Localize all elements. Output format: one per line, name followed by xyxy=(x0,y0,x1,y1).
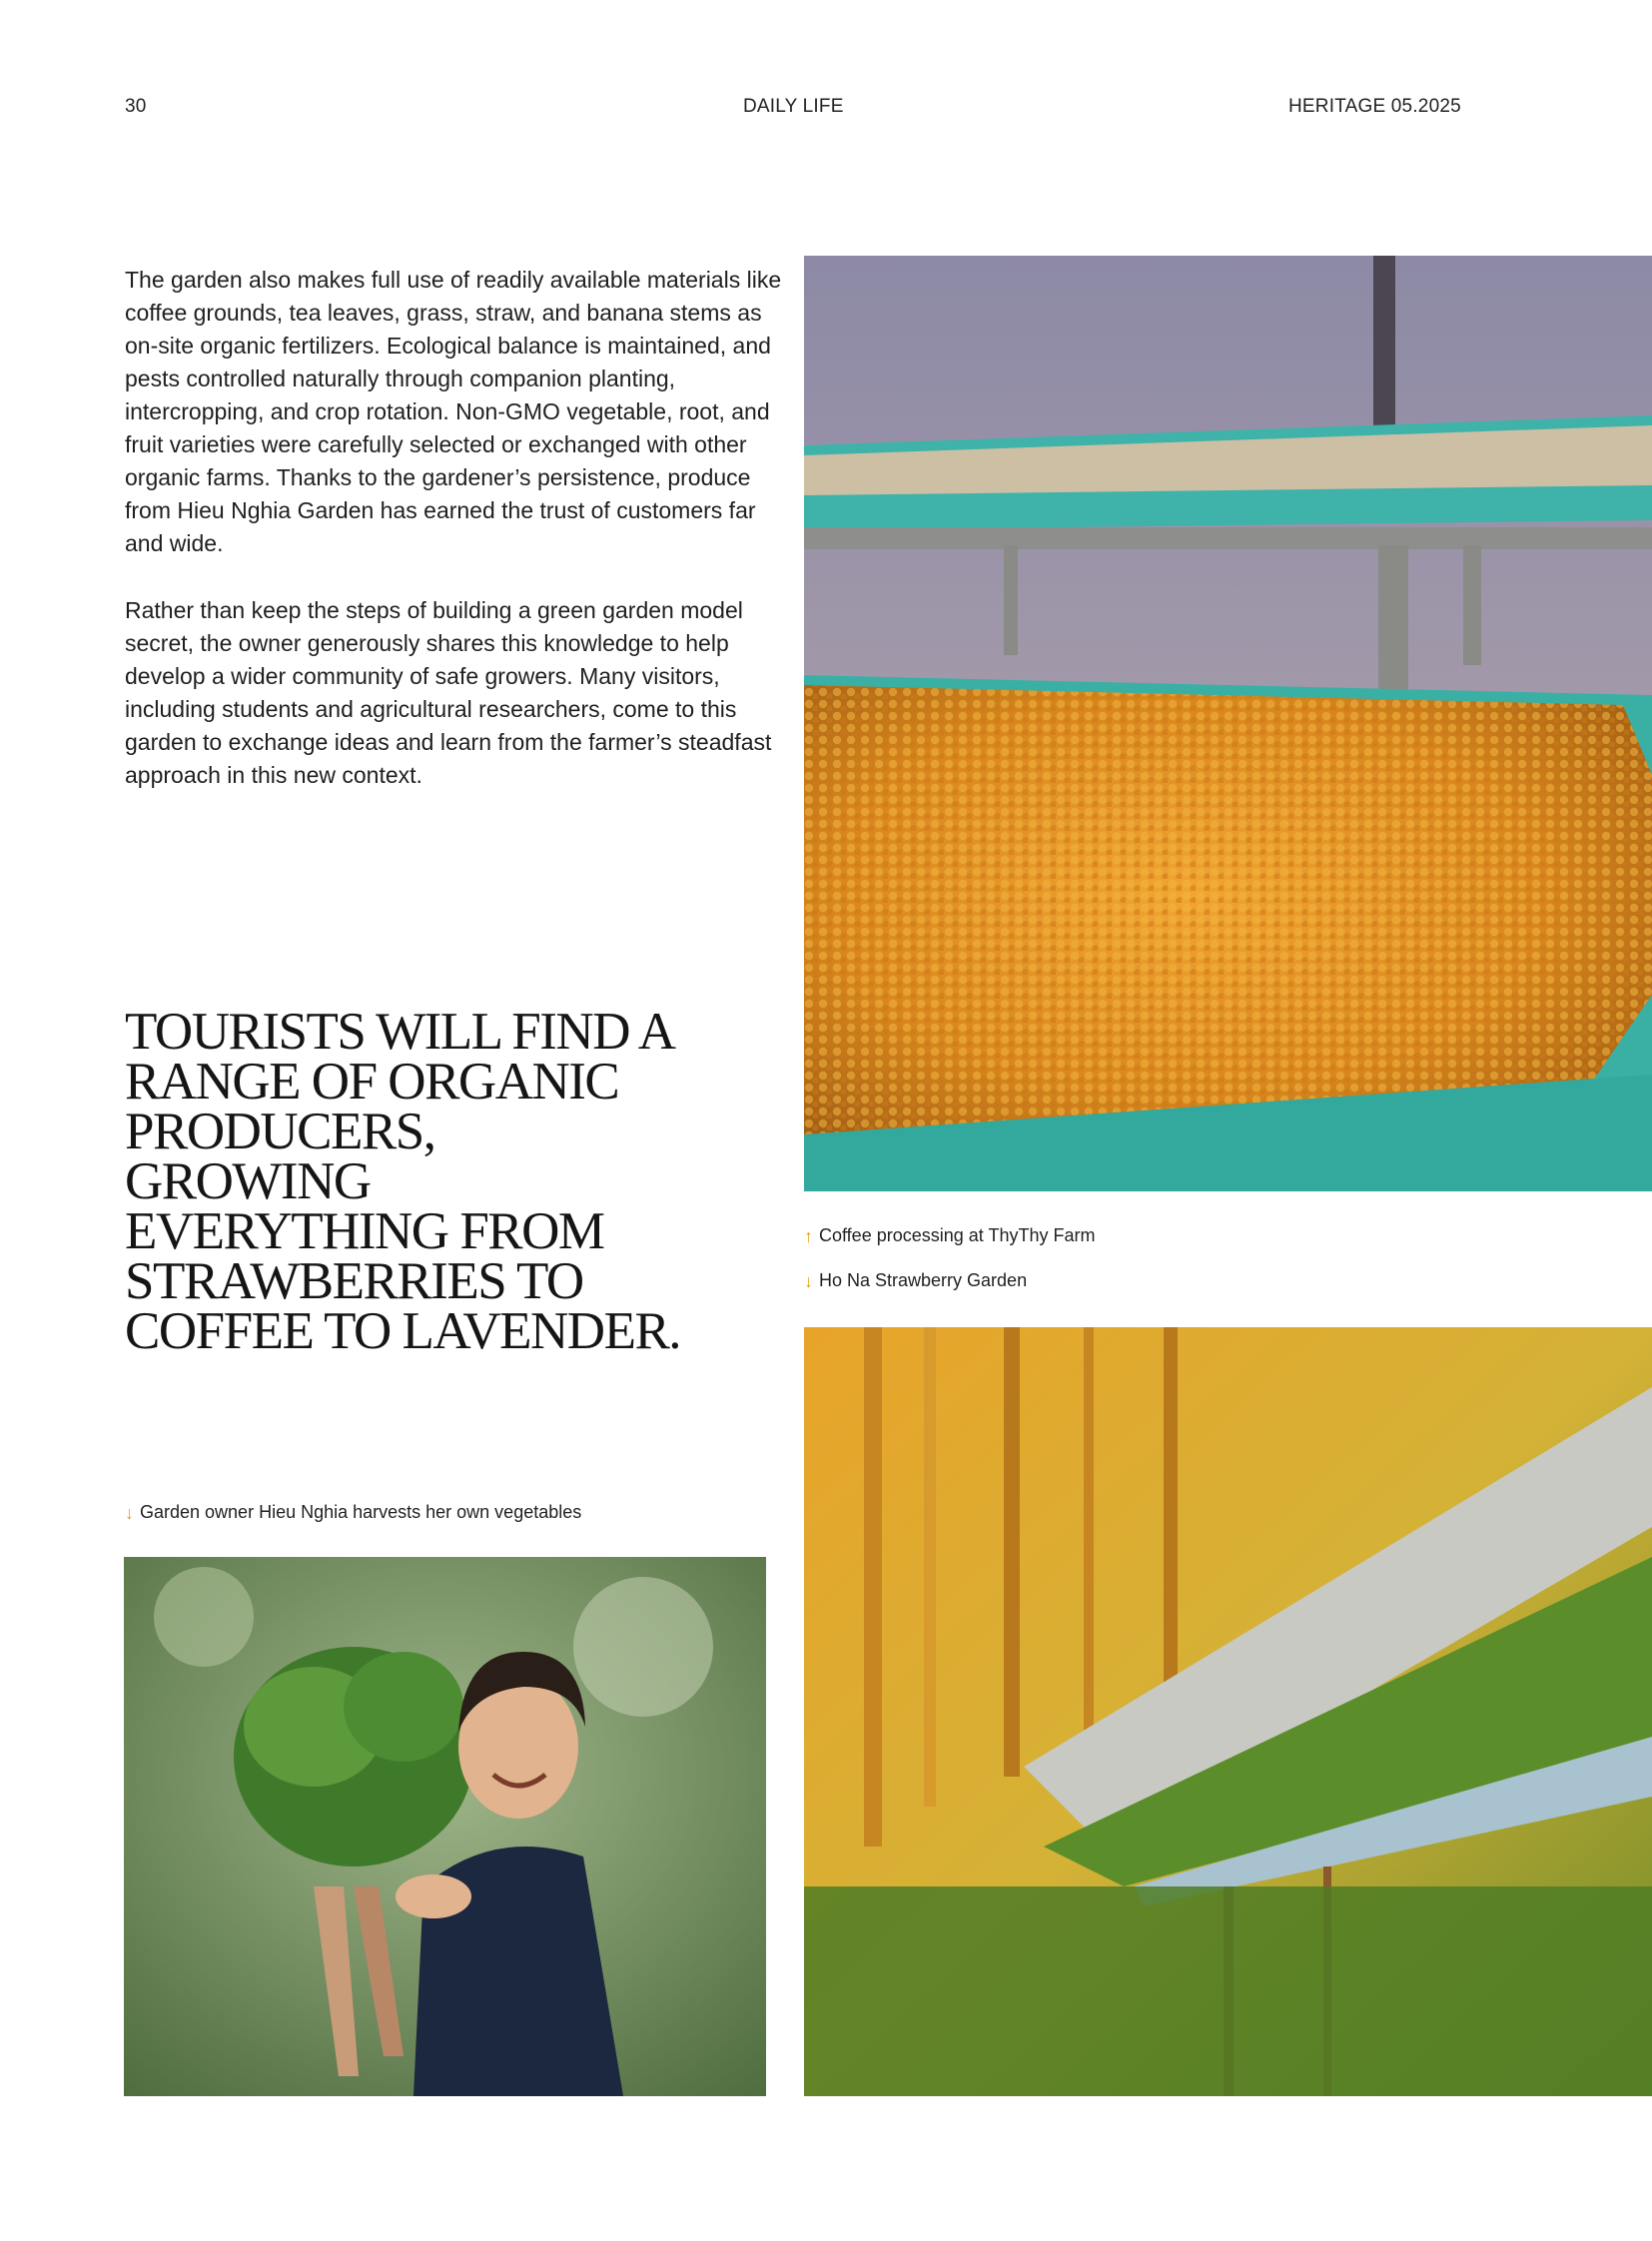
article-body xyxy=(125,264,784,826)
strawberry-garden-photo xyxy=(804,1327,1652,2096)
garden-owner-image xyxy=(124,1557,766,2096)
caption-text: Coffee processing at ThyThy Farm xyxy=(819,1225,1096,1245)
caption-text: Garden owner Hieu Nghia harvests her own vegetables xyxy=(140,1502,582,1522)
caption-strawberry xyxy=(804,1270,1027,1291)
arrow-down-icon: ↓ xyxy=(804,1270,813,1291)
coffee-drying-photo xyxy=(804,256,1652,1191)
article-paragraph: Rather than keep the steps of building a green garden model secret, the owner generously shares this knowledge to help develop a wider community of safe growers. Many visitors, including students and agricultural researchers, come to this garden to exchange ideas and learn from the farmer’s steadfast approach in this new context. xyxy=(125,597,772,788)
garden-owner-photo xyxy=(124,1557,766,2096)
caption-coffee xyxy=(804,1225,1095,1246)
page-number: 30 xyxy=(125,96,147,117)
issue-label: HERITAGE 05.2025 xyxy=(1288,96,1461,117)
arrow-up-icon: ↑ xyxy=(804,1225,813,1246)
coffee-drying-image xyxy=(804,256,1652,1191)
strawberry-garden-image xyxy=(804,1327,1652,2096)
article-paragraph: The garden also makes full use of readily available materials like coffee grounds, tea leaves, grass, straw, and banana stems as on-site organic fertilizers. Ecological balance is maintained, and pests controlled naturally through companion planting, intercropping, and crop rotation. Non-GMO vegetable, root, and fruit varieties were carefully selected or exchanged with other organic farms. Thanks to the gardener’s persistence, produce from Hieu Nghia Garden has earned the trust of customers far and wide. xyxy=(125,267,782,556)
arrow-down-icon: ↓ xyxy=(125,1502,134,1523)
section-title: DAILY LIFE xyxy=(743,96,844,117)
pull-quote: TOURISTS WILL FIND A RANGE OF ORGANIC PRODUCERS, GROWING EVERYTHING FROM STRAWBERRIES TO COFFEE TO LAVENDER. xyxy=(125,1003,681,1360)
caption-text: Ho Na Strawberry Garden xyxy=(819,1270,1028,1290)
caption-owner xyxy=(125,1502,581,1523)
